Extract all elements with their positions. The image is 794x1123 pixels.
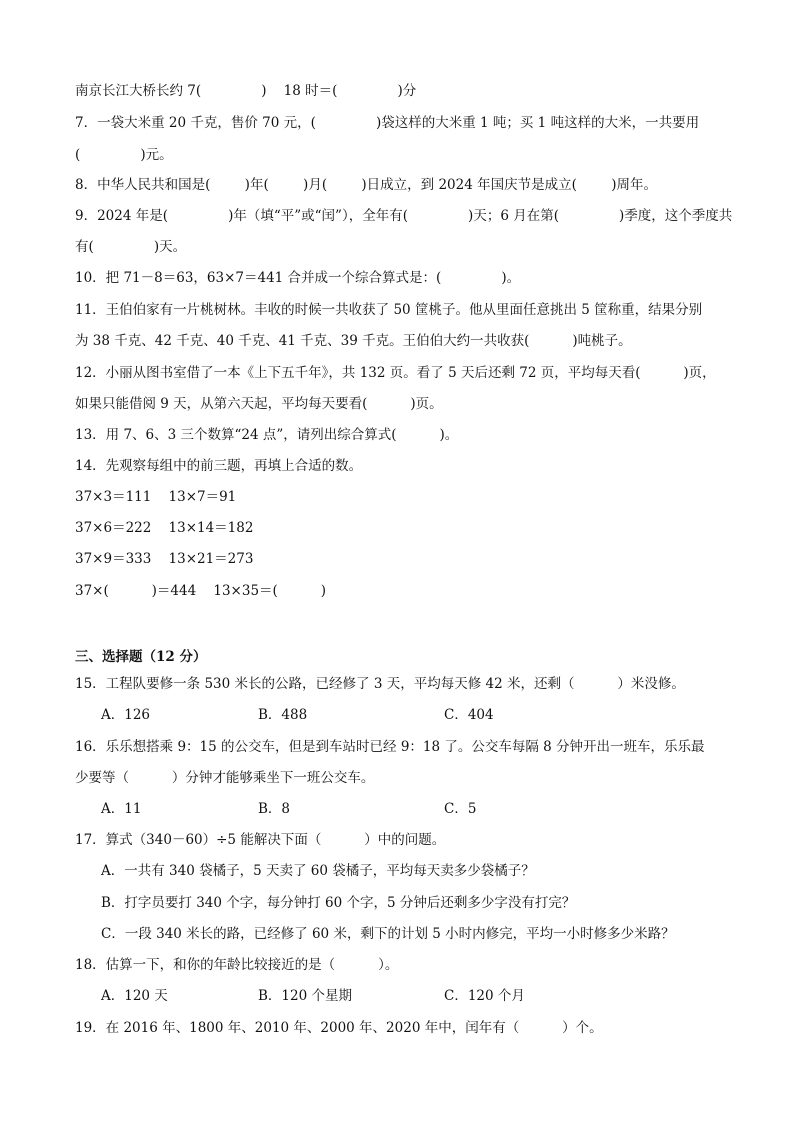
question-14-row-4: 37×( )＝444 13×35＝( ): [75, 583, 326, 599]
question-15-option-a[interactable]: A．126: [101, 707, 151, 723]
question-7-line-1: 7．一袋大米重 20 千克，售价 70 元，( )袋这样的大米重 1 吨；买 1 吨这样的大米，一共要用: [75, 115, 700, 131]
question-14-stem: 14．先观察每组中的前三题，再填上合适的数。: [75, 458, 363, 474]
question-16-option-b[interactable]: B．8: [258, 801, 291, 817]
question-17-option-a[interactable]: A．一共有 340 袋橘子，5 天卖了 60 袋橘子，平均每天卖多少袋橘子？: [101, 863, 535, 879]
question-8: 8．中华人民共和国是( )年( )月( )日成立，到 2024 年国庆节是成立( )周年。: [75, 177, 657, 193]
question-9-line-2: 有( )天。: [75, 239, 187, 255]
question-10: 10．把 71－8＝63，63×7＝441 合并成一个综合算式是：( )。: [75, 270, 521, 286]
question-18-option-b[interactable]: B．120 个星期: [258, 988, 352, 1004]
question-15-option-c[interactable]: C．404: [444, 707, 494, 723]
question-7-line-2: ( )元。: [75, 147, 173, 163]
question-19-stem: 19．在 2016 年、1800 年、2010 年、2000 年、2020 年中，闰年有（ ）个。: [75, 1020, 603, 1036]
question-14-row-1: 37×3＝111 13×7＝91: [75, 489, 237, 505]
question-13: 13．用 7、6、3 三个数算“24 点”，请列出综合算式( )。: [75, 427, 459, 443]
question-12-line-2: 如果只能借阅 9 天，从第六天起，平均每天要看( )页。: [75, 396, 443, 412]
question-14-row-2: 37×6＝222 13×14＝182: [75, 520, 254, 536]
question-18-option-a[interactable]: A．120 天: [101, 988, 168, 1004]
question-17-stem: 17．算式（340－60）÷5 能解决下面（ ）中的问题。: [75, 832, 446, 848]
question-16-stem-line-1: 16．乐乐想搭乘 9：15 的公交车，但是到车站时已经 9：18 了。公交车每隔 8 分钟开出一班车，乐乐最: [75, 739, 705, 755]
question-11-line-1: 11．王伯伯家有一片桃树林。丰收的时候一共收获了 50 筐桃子。他从里面任意挑出 5 筐称重，结果分别: [75, 302, 703, 318]
question-17-option-b[interactable]: B．打字员要打 340 个字，每分钟打 60 个字，5 分钟后还剩多少字没有打完？: [101, 895, 576, 911]
question-18-option-c[interactable]: C．120 个月: [444, 988, 525, 1004]
question-15-option-b[interactable]: B．488: [258, 707, 308, 723]
question-11-line-2: 为 38 千克、42 千克、40 千克、41 千克、39 千克。王伯伯大约一共收获( )吨桃子。: [75, 333, 632, 349]
question-9-line-1: 9．2024 年是( )年（填“平”或“闰”），全年有( )天；6 月在第( )季度，这个季度共: [75, 208, 733, 224]
question-16-stem-line-2: 少要等（ ）分钟才能够乘坐下一班公交车。: [75, 770, 375, 786]
question-15-stem: 15．工程队要修一条 530 米长的公路，已经修了 3 天，平均每天修 42 米，还剩（ ）米没修。: [75, 676, 685, 692]
line-bridge-and-time: 南京长江大桥长约 7( ) 18 时＝( )分: [75, 83, 417, 99]
question-17-option-c[interactable]: C．一段 340 米长的路，已经修了 60 米，剩下的计划 5 小时内修完，平均一小时修多少米路？: [101, 926, 675, 942]
question-18-stem: 18．估算一下，和你的年龄比较接近的是（ ）。: [75, 957, 399, 973]
question-16-option-a[interactable]: A．11: [101, 801, 142, 817]
question-16-option-c[interactable]: C．5: [444, 801, 477, 817]
section-title-choice: 三、选择题（12 分）: [75, 649, 207, 665]
question-12-line-1: 12．小丽从图书室借了一本《上下五千年》，共 132 页。看了 5 天后还剩 72 页，平均每天看( )页，: [75, 365, 716, 381]
question-14-row-3: 37×9＝333 13×21＝273: [75, 551, 254, 567]
